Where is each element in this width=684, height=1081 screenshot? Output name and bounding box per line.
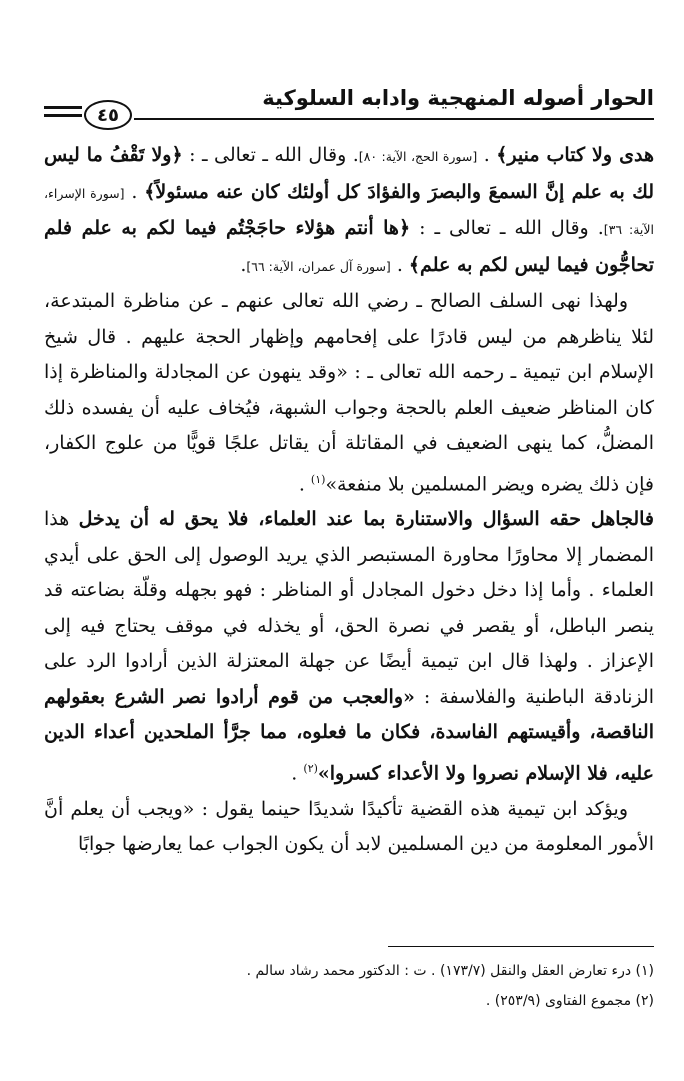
header-rule: [134, 118, 654, 120]
emphasis-text: فالجاهل حقه السؤال والاستنارة بما عند العلماء، فلا يحق له أن يدخل: [78, 508, 654, 531]
paragraph: [44, 502, 654, 791]
citation: [سورة الحج، الآية: ٨٠]: [358, 149, 478, 164]
footnote-marker: (٢): [303, 761, 318, 775]
quran-quote: ﴿ولا تَقْفُ ما ليس لك به علم إنَّ السمعَ والبصرَ والفؤادَ كل أولئك كان عنه مسئولاً﴾: [44, 144, 654, 203]
paragraph: [44, 284, 654, 502]
quotation: «والعجب من قوم أرادوا نصر الشرع بعقولهم الناقصة، وأقيستهم الفاسدة، فكان ما فعلوه، مما جرَّأ الملحدين أعداء الدين عليه، فلا الإسلام نصروا ولا الأعداء كسروا»: [44, 685, 654, 785]
quran-quote: هدى ولا كتاب منير﴾: [496, 144, 654, 166]
citation: [سورة آل عمران، الآية: ٦٦]: [246, 258, 391, 274]
text-run: .: [240, 253, 247, 276]
text-run: .: [390, 253, 409, 276]
text-run: . وقال الله ـ تعالى ـ :: [410, 217, 604, 239]
footnotes: [44, 956, 654, 1016]
body-text: [44, 138, 654, 863]
quran-quote: ﴿ها أنتم هؤلاء حاجَجْتُم فيما لكم به علم فلم تحاجُّون فيما ليس لكم به علم﴾: [44, 217, 654, 276]
text-run: .: [291, 762, 304, 785]
footnote-marker: (١): [310, 472, 326, 486]
footnote: (٢) مجموع الفتاوى (٢٥٣/٩) .: [485, 993, 654, 1009]
running-title: الحوار أصوله المنهجية وادابه السلوكية: [262, 86, 654, 110]
text-run: .: [477, 144, 497, 166]
text-run: ويؤكد ابن تيمية هذه القضية تأكيدًا شديدًا حينما يقول : «ويجب أن يعلم أنَّ الأمور المعلومة من دين المسلمين لابد أن يكون الجواب عما يعارضها جوابًا: [44, 797, 654, 856]
page-header: [44, 86, 654, 126]
text-run: . وقال الله ـ تعالى ـ :: [182, 144, 359, 166]
text-run: .: [298, 472, 311, 495]
footnote: (١) درء تعارض العقل والنقل (١٧٣/٧) . ت : الدكتور محمد رشاد سالم .: [246, 963, 654, 979]
paragraph: [44, 792, 654, 863]
header-ornament-line: [44, 106, 82, 109]
text-run: ولهذا نهى السلف الصالح ـ رضي الله تعالى عنهم ـ عن مناظرة المبتدعة، لئلا يناظرهم من ليس قادرًا على إفحامهم وإظهار الحجة عليهم . قال شيخ الإسلام ابن تيمية ـ رحمه الله تعالى ـ : «وقد ينهون عن المجادلة والمناظرة إذا كان المناظر ضعيف العلم بالحجة وجواب الشبهة، فيُخاف عليه أن يفسده ذلك المضلُّ، كما ينهى الضعيف في المقاتلة أن يقاتل علجًا قويًّا من علوج الكفار، فإن ذلك يضره ويضر المسلمين بلا منفعة»: [44, 290, 654, 495]
text-run: .: [124, 180, 145, 203]
text-run: هذا المضمار إلا محاورًا محاورة المستبصر الذي يريد الوصول إلى الحق على أيدي العلماء . وأما إذا دخل دخول المجادل أو المناظر : فهو بجهله وقلّة بضاعته قد ينصر الباطل، أو يقصر في نصرة الحق، أو يخذله في موقف يحتاج فيه إلى الإعزاز . ولهذا قال ابن تيمية أيضًا عن جهلة المعتزلة الذين أرادوا الرد على الزنادقة الباطنية والفلاسفة :: [44, 508, 654, 708]
footnote-separator: [388, 946, 654, 947]
paragraph: [44, 138, 654, 284]
header-ornament-line: [44, 114, 82, 117]
page-number: ٤٥: [84, 100, 132, 130]
citation: [سورة الإسراء، الآية: ٣٦]: [44, 185, 654, 237]
